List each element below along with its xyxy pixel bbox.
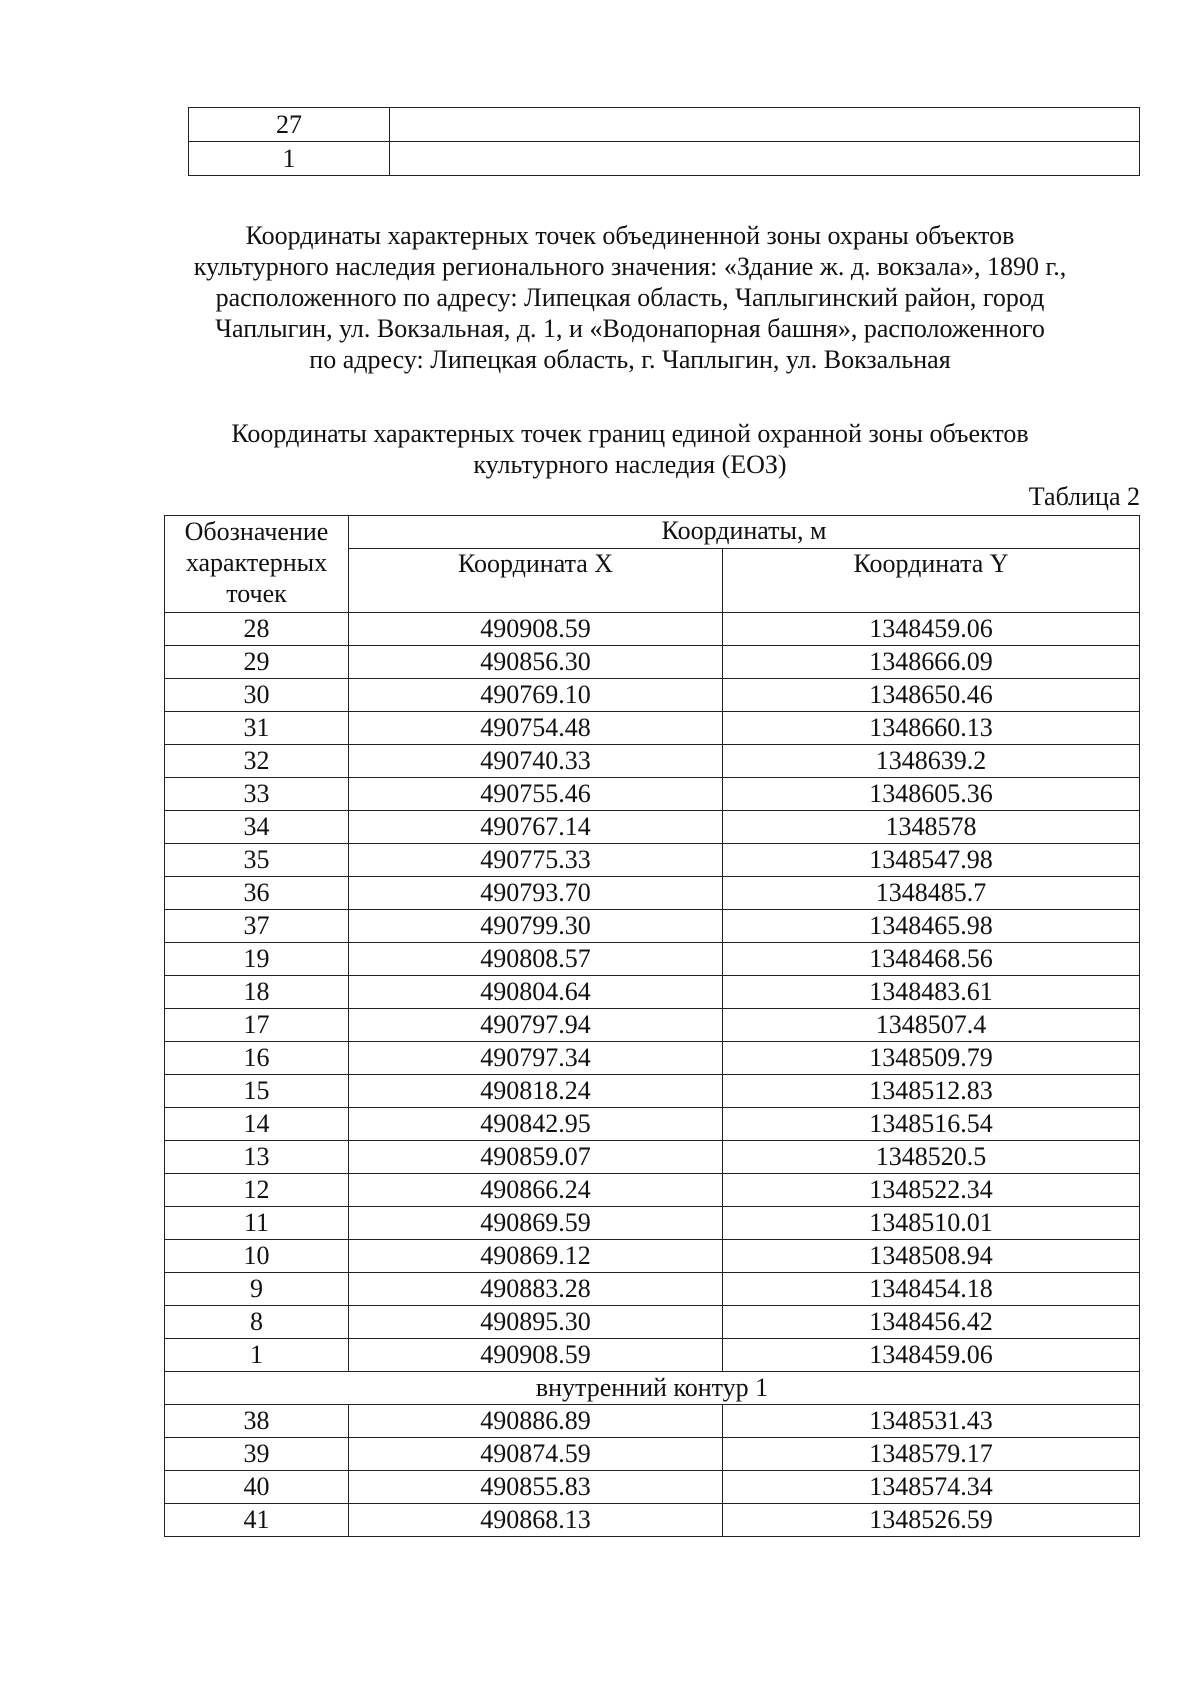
table-row xyxy=(165,1174,1140,1207)
y-coordinate-cell: 1348650.46 xyxy=(723,679,1140,712)
x-coordinate-cell: 490767.14 xyxy=(349,811,723,844)
y-coordinate-cell: 1348579.17 xyxy=(723,1438,1140,1471)
y-coordinate-cell: 1348454.18 xyxy=(723,1273,1140,1306)
point-cell: 30 xyxy=(165,679,349,712)
point-cell: 29 xyxy=(165,646,349,679)
point-cell: 35 xyxy=(165,844,349,877)
x-coordinate-cell: 490818.24 xyxy=(349,1075,723,1108)
y-coordinate-cell: 1348516.54 xyxy=(723,1108,1140,1141)
outer-contour-rows xyxy=(165,613,1140,1372)
table-row xyxy=(165,613,1140,646)
coordinates-column-header: Координаты, м xyxy=(349,516,1140,549)
point-cell: 34 xyxy=(165,811,349,844)
point-cell: 33 xyxy=(165,778,349,811)
point-cell: 37 xyxy=(165,910,349,943)
table-row xyxy=(165,1141,1140,1174)
y-coordinate-cell: 1348520.5 xyxy=(723,1141,1140,1174)
y-coordinate-cell: 1348468.56 xyxy=(723,943,1140,976)
y-coordinate-cell: 1348459.06 xyxy=(723,613,1140,646)
table-row xyxy=(165,976,1140,1009)
point-cell: 18 xyxy=(165,976,349,1009)
point-cell: 13 xyxy=(165,1141,349,1174)
point-cell: 17 xyxy=(165,1009,349,1042)
table-row xyxy=(165,844,1140,877)
y-coordinate-cell: 1348483.61 xyxy=(723,976,1140,1009)
table-row xyxy=(165,1075,1140,1108)
y-coordinate-cell: 1348578 xyxy=(723,811,1140,844)
y-coordinate-cell: 1348485.7 xyxy=(723,877,1140,910)
table-row xyxy=(165,1471,1140,1504)
y-coordinate-cell: 1348510.01 xyxy=(723,1207,1140,1240)
table-row xyxy=(165,1009,1140,1042)
y-coordinate-cell: 1348509.79 xyxy=(723,1042,1140,1075)
point-cell: 36 xyxy=(165,877,349,910)
point-cell: 40 xyxy=(165,1471,349,1504)
table-row xyxy=(165,1504,1140,1537)
point-cell: 1 xyxy=(189,142,390,176)
x-coordinate-cell: 490874.59 xyxy=(349,1438,723,1471)
table-row xyxy=(165,1438,1140,1471)
x-coordinate-cell: 490856.30 xyxy=(349,646,723,679)
x-coordinate-cell: 490793.70 xyxy=(349,877,723,910)
table-row xyxy=(165,1405,1140,1438)
previous-table-fragment xyxy=(188,107,1140,176)
x-coordinate-cell: 490775.33 xyxy=(349,844,723,877)
section-row xyxy=(165,1372,1140,1405)
table-row xyxy=(165,877,1140,910)
heading-line: по адресу: Липецкая область, г. Чаплыгин, ул. Вокзальная xyxy=(309,345,951,374)
inner-contour-rows xyxy=(165,1405,1140,1537)
x-coordinate-cell: 490895.30 xyxy=(349,1306,723,1339)
table-row xyxy=(165,943,1140,976)
point-cell: 28 xyxy=(165,613,349,646)
y-coordinate-cell: 1348547.98 xyxy=(723,844,1140,877)
y-coordinate-cell: 1348465.98 xyxy=(723,910,1140,943)
point-cell: 8 xyxy=(165,1306,349,1339)
heading-line: Координаты характерных точек объединенной зоны охраны объектов xyxy=(245,221,1015,250)
y-coordinate-cell: 1348531.43 xyxy=(723,1405,1140,1438)
point-cell: 10 xyxy=(165,1240,349,1273)
y-coordinate-cell: 1348522.34 xyxy=(723,1174,1140,1207)
point-cell: 12 xyxy=(165,1174,349,1207)
table-row xyxy=(165,712,1140,745)
table-row xyxy=(165,646,1140,679)
x-coordinate-cell: 490908.59 xyxy=(349,613,723,646)
table-number-label: Таблица 2 xyxy=(1028,482,1140,511)
table-row xyxy=(189,142,1140,176)
table-row xyxy=(165,679,1140,712)
table-row xyxy=(165,745,1140,778)
section-row-group xyxy=(165,1372,1140,1405)
heading-line: культурного наследия (ЕОЗ) xyxy=(473,450,787,479)
y-coordinate-cell: 1348639.2 xyxy=(723,745,1140,778)
x-coordinate-cell: 490908.59 xyxy=(349,1339,723,1372)
value-cell xyxy=(390,108,1140,142)
point-cell: 39 xyxy=(165,1438,349,1471)
point-cell: 31 xyxy=(165,712,349,745)
heading-line: Чаплыгин, ул. Вокзальная, д. 1, и «Водонапорная башня», расположенного xyxy=(215,314,1045,343)
x-coordinate-cell: 490808.57 xyxy=(349,943,723,976)
point-cell: 15 xyxy=(165,1075,349,1108)
heading-line: расположенного по адресу: Липецкая область, Чаплыгинский район, город xyxy=(215,283,1045,312)
table-row xyxy=(165,1240,1140,1273)
x-column-header: Координата X xyxy=(349,549,723,613)
x-coordinate-cell: 490869.12 xyxy=(349,1240,723,1273)
table-row xyxy=(165,1108,1140,1141)
x-coordinate-cell: 490868.13 xyxy=(349,1504,723,1537)
point-cell: 11 xyxy=(165,1207,349,1240)
table-row xyxy=(165,1339,1140,1372)
x-coordinate-cell: 490797.34 xyxy=(349,1042,723,1075)
point-cell: 38 xyxy=(165,1405,349,1438)
y-coordinate-cell: 1348459.06 xyxy=(723,1339,1140,1372)
y-coordinate-cell: 1348456.42 xyxy=(723,1306,1140,1339)
point-cell: 27 xyxy=(189,108,390,142)
x-coordinate-cell: 490804.64 xyxy=(349,976,723,1009)
y-coordinate-cell: 1348512.83 xyxy=(723,1075,1140,1108)
point-cell: 32 xyxy=(165,745,349,778)
y-coordinate-cell: 1348605.36 xyxy=(723,778,1140,811)
table-row xyxy=(189,108,1140,142)
coordinates-table xyxy=(164,515,1140,1537)
y-coordinate-cell: 1348660.13 xyxy=(723,712,1140,745)
point-cell: 9 xyxy=(165,1273,349,1306)
table-row xyxy=(165,1207,1140,1240)
table-row xyxy=(165,1306,1140,1339)
table-row xyxy=(165,1042,1140,1075)
table-title xyxy=(150,418,1110,480)
section-heading xyxy=(150,220,1110,375)
table-row xyxy=(165,778,1140,811)
point-cell: 14 xyxy=(165,1108,349,1141)
x-coordinate-cell: 490855.83 xyxy=(349,1471,723,1504)
value-cell xyxy=(390,142,1140,176)
x-coordinate-cell: 490740.33 xyxy=(349,745,723,778)
table-row xyxy=(165,910,1140,943)
x-coordinate-cell: 490886.89 xyxy=(349,1405,723,1438)
point-cell: 19 xyxy=(165,943,349,976)
point-cell: 16 xyxy=(165,1042,349,1075)
heading-line: культурного наследия регионального значения: «Здание ж. д. вокзала», 1890 г., xyxy=(193,252,1067,281)
heading-line: Координаты характерных точек границ единой охранной зоны объектов xyxy=(231,419,1029,448)
y-coordinate-cell: 1348574.34 xyxy=(723,1471,1140,1504)
point-column-header: Обозначение характерных точек xyxy=(165,516,349,613)
point-cell: 41 xyxy=(165,1504,349,1537)
x-coordinate-cell: 490866.24 xyxy=(349,1174,723,1207)
x-coordinate-cell: 490769.10 xyxy=(349,679,723,712)
x-coordinate-cell: 490799.30 xyxy=(349,910,723,943)
point-cell: 1 xyxy=(165,1339,349,1372)
table-row xyxy=(165,1273,1140,1306)
x-coordinate-cell: 490755.46 xyxy=(349,778,723,811)
x-coordinate-cell: 490797.94 xyxy=(349,1009,723,1042)
y-coordinate-cell: 1348666.09 xyxy=(723,646,1140,679)
table-row xyxy=(165,811,1140,844)
y-coordinate-cell: 1348507.4 xyxy=(723,1009,1140,1042)
x-coordinate-cell: 490754.48 xyxy=(349,712,723,745)
x-coordinate-cell: 490842.95 xyxy=(349,1108,723,1141)
x-coordinate-cell: 490869.59 xyxy=(349,1207,723,1240)
x-coordinate-cell: 490859.07 xyxy=(349,1141,723,1174)
inner-contour-label: внутренний контур 1 xyxy=(165,1372,1140,1405)
x-coordinate-cell: 490883.28 xyxy=(349,1273,723,1306)
y-column-header: Координата Y xyxy=(723,549,1140,613)
y-coordinate-cell: 1348508.94 xyxy=(723,1240,1140,1273)
table-header-row xyxy=(165,516,1140,549)
y-coordinate-cell: 1348526.59 xyxy=(723,1504,1140,1537)
